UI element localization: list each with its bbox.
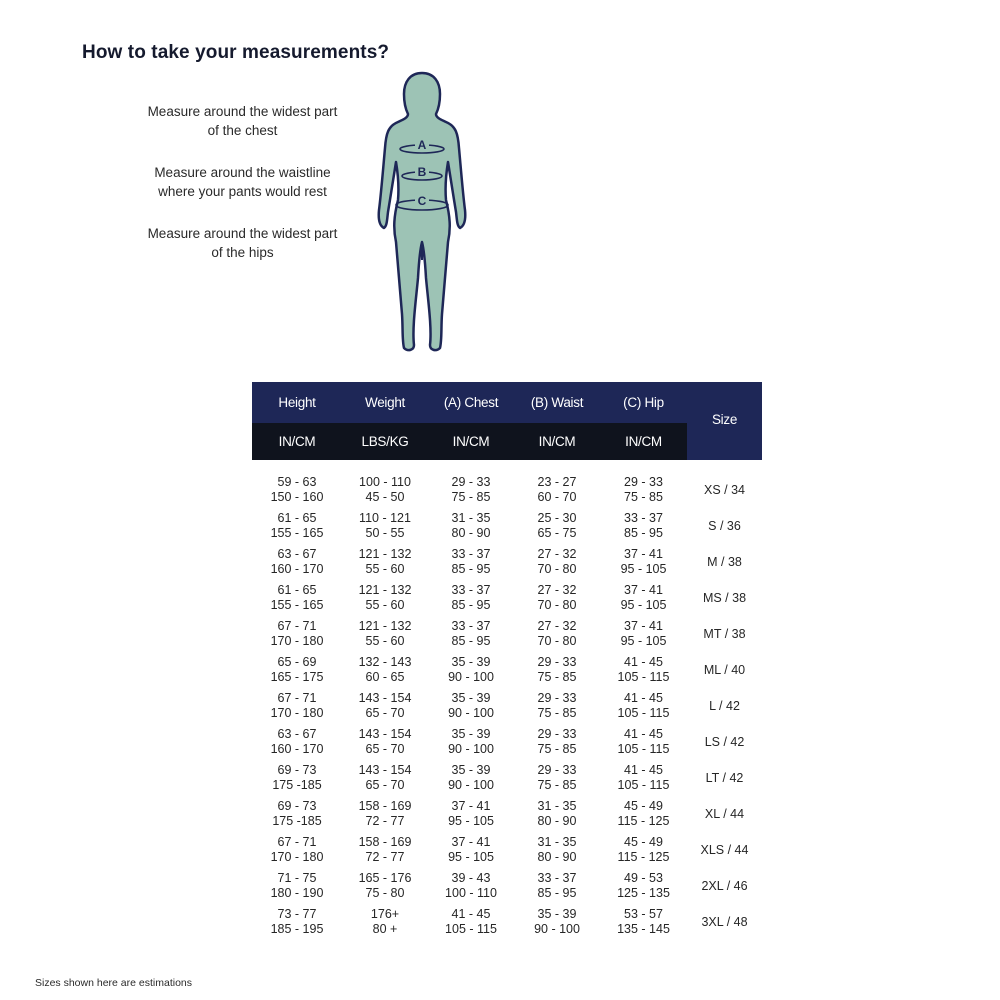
table-row — [252, 904, 762, 940]
cell-waist — [514, 799, 600, 829]
cell-weight — [342, 871, 428, 901]
cell-height — [252, 511, 342, 541]
value-metric: 75 - 85 — [537, 670, 577, 684]
value-metric: 72 - 77 — [365, 814, 405, 828]
value-metric: 72 - 77 — [365, 850, 405, 864]
cell-waist — [514, 583, 600, 613]
table-row — [252, 472, 762, 508]
value-imperial: 27 - 32 — [537, 583, 577, 597]
value-imperial: 67 - 71 — [277, 691, 317, 705]
value-imperial: 35 - 39 — [451, 727, 491, 741]
table-row — [252, 724, 762, 760]
value-metric: 105 - 115 — [617, 742, 670, 756]
col-waist-unit: IN/CM — [538, 434, 576, 449]
value-metric: 90 - 100 — [448, 742, 494, 756]
cell-height — [252, 475, 342, 505]
value-metric: 115 - 125 — [617, 850, 670, 864]
cell-waist — [514, 511, 600, 541]
value-imperial: 61 - 65 — [277, 511, 317, 525]
cell-height — [252, 691, 342, 721]
value-metric: 55 - 60 — [365, 634, 405, 648]
cell-hip — [600, 871, 687, 901]
value-metric: 55 - 60 — [365, 598, 405, 612]
cell-weight — [342, 835, 428, 865]
table-row — [252, 868, 762, 904]
cell-waist — [514, 727, 600, 757]
value-imperial: 65 - 69 — [277, 655, 317, 669]
value-metric: 185 - 195 — [270, 922, 324, 936]
cell-waist — [514, 835, 600, 865]
cell-hip — [600, 511, 687, 541]
value-imperial: 39 - 43 — [451, 871, 491, 885]
value-imperial: 29 - 33 — [537, 727, 577, 741]
value-imperial: 37 - 41 — [624, 619, 663, 633]
value-metric: 150 - 160 — [270, 490, 324, 504]
cell-hip — [600, 547, 687, 577]
value-metric: 75 - 80 — [365, 886, 405, 900]
value-imperial: 41 - 45 — [624, 655, 663, 669]
value-imperial: 67 - 71 — [277, 835, 317, 849]
cell-weight — [342, 907, 428, 937]
cell-chest — [428, 511, 514, 541]
value-imperial: 69 - 73 — [277, 763, 317, 777]
body-figure-icon — [372, 70, 472, 355]
cell-chest — [428, 835, 514, 865]
cell-chest — [428, 727, 514, 757]
cell-weight — [342, 799, 428, 829]
cell-size: XS / 34 — [704, 482, 745, 497]
instruction-hip: Measure around the widest part of the hips — [147, 226, 338, 260]
value-metric: 100 - 110 — [445, 886, 497, 900]
value-imperial: 33 - 37 — [537, 871, 577, 885]
value-metric: 50 - 55 — [365, 526, 405, 540]
value-metric: 90 - 100 — [448, 670, 494, 684]
value-metric: 95 - 105 — [448, 850, 494, 864]
table-row — [252, 508, 762, 544]
size-table-body — [252, 472, 762, 940]
cell-waist — [514, 655, 600, 685]
value-metric: 160 - 170 — [270, 562, 324, 576]
value-imperial: 61 - 65 — [277, 583, 317, 597]
value-metric: 95 - 105 — [620, 562, 667, 576]
cell-size: XL / 44 — [704, 806, 745, 821]
value-imperial: 41 - 45 — [624, 691, 663, 705]
cell-weight — [342, 475, 428, 505]
value-imperial: 41 - 45 — [624, 727, 663, 741]
value-imperial: 41 - 45 — [451, 907, 491, 921]
col-size-header: Size — [711, 412, 738, 427]
cell-chest — [428, 547, 514, 577]
value-metric: 75 - 85 — [537, 706, 577, 720]
value-metric: 95 - 105 — [620, 634, 667, 648]
cell-weight — [342, 691, 428, 721]
value-metric: 170 - 180 — [270, 706, 324, 720]
value-imperial: 37 - 41 — [451, 835, 491, 849]
cell-size: MS / 38 — [702, 590, 747, 605]
table-row — [252, 796, 762, 832]
value-imperial: 59 - 63 — [277, 475, 317, 489]
cell-chest — [428, 655, 514, 685]
value-imperial: 33 - 37 — [451, 583, 491, 597]
value-metric: 115 - 125 — [617, 814, 670, 828]
value-imperial: 100 - 110 — [359, 475, 411, 489]
value-imperial: 143 - 154 — [358, 763, 412, 777]
value-metric: 80 - 90 — [451, 526, 491, 540]
cell-waist — [514, 547, 600, 577]
col-waist-header: (B) Waist — [530, 395, 584, 410]
value-metric: 65 - 75 — [537, 526, 577, 540]
value-imperial: 41 - 45 — [624, 763, 663, 777]
cell-chest — [428, 619, 514, 649]
footnote: Sizes shown here are estimations — [35, 977, 192, 989]
value-imperial: 176+ — [370, 907, 400, 921]
cell-hip — [600, 475, 687, 505]
col-hip-header: (C) Hip — [623, 395, 664, 410]
value-metric: 90 - 100 — [448, 778, 494, 792]
cell-height — [252, 835, 342, 865]
cell-weight — [342, 619, 428, 649]
value-imperial: 132 - 143 — [358, 655, 412, 669]
value-imperial: 33 - 37 — [451, 547, 491, 561]
value-metric: 70 - 80 — [537, 634, 577, 648]
value-metric: 60 - 65 — [365, 670, 405, 684]
instruction-waist: Measure around the waistline where your pants would rest — [154, 165, 331, 199]
value-metric: 105 - 115 — [445, 922, 497, 936]
cell-chest — [428, 583, 514, 613]
col-hip-unit: IN/CM — [625, 434, 662, 449]
cell-size: L / 42 — [709, 698, 740, 713]
measurement-instructions — [120, 102, 365, 285]
value-imperial: 158 - 169 — [358, 835, 412, 849]
cell-size: LT / 42 — [705, 770, 744, 785]
cell-hip — [600, 835, 687, 865]
cell-size: M / 38 — [707, 554, 742, 569]
cell-size: 2XL / 46 — [701, 878, 748, 893]
value-metric: 65 - 70 — [365, 742, 405, 756]
value-metric: 170 - 180 — [270, 634, 324, 648]
value-imperial: 33 - 37 — [624, 511, 663, 525]
value-imperial: 31 - 35 — [451, 511, 491, 525]
cell-size: S / 36 — [708, 518, 741, 533]
value-metric: 65 - 70 — [365, 706, 405, 720]
cell-chest — [428, 907, 514, 937]
table-row — [252, 688, 762, 724]
value-metric: 105 - 115 — [617, 670, 670, 684]
col-height-unit: IN/CM — [278, 434, 316, 449]
cell-weight — [342, 547, 428, 577]
value-metric: 160 - 170 — [270, 742, 324, 756]
value-metric: 175 -185 — [272, 778, 322, 792]
cell-height — [252, 583, 342, 613]
cell-waist — [514, 619, 600, 649]
value-metric: 90 - 100 — [448, 706, 494, 720]
cell-height — [252, 763, 342, 793]
value-metric: 135 - 145 — [617, 922, 670, 936]
value-metric: 170 - 180 — [270, 850, 324, 864]
value-imperial: 121 - 132 — [358, 547, 412, 561]
cell-chest — [428, 475, 514, 505]
value-metric: 95 - 105 — [620, 598, 667, 612]
value-metric: 80 - 90 — [537, 814, 577, 828]
page-title: How to take your measurements? — [82, 42, 390, 63]
cell-height — [252, 907, 342, 937]
value-metric: 90 - 100 — [534, 922, 580, 936]
value-imperial: 35 - 39 — [451, 691, 491, 705]
value-metric: 165 - 175 — [270, 670, 324, 684]
value-metric: 75 - 85 — [451, 490, 491, 504]
value-imperial: 37 - 41 — [624, 583, 663, 597]
value-imperial: 31 - 35 — [537, 799, 577, 813]
value-metric: 105 - 115 — [617, 778, 670, 792]
cell-hip — [600, 799, 687, 829]
value-metric: 70 - 80 — [537, 598, 577, 612]
value-imperial: 37 - 41 — [451, 799, 491, 813]
value-metric: 85 - 95 — [451, 562, 491, 576]
value-metric: 45 - 50 — [365, 490, 405, 504]
value-metric: 75 - 85 — [537, 778, 577, 792]
svg-text:B: B — [417, 165, 427, 179]
value-metric: 155 - 165 — [270, 598, 324, 612]
value-imperial: 29 - 33 — [537, 763, 577, 777]
value-metric: 95 - 105 — [448, 814, 494, 828]
value-imperial: 37 - 41 — [624, 547, 663, 561]
value-metric: 85 - 95 — [451, 598, 491, 612]
col-weight-unit: LBS/KG — [361, 434, 409, 449]
cell-size: MT / 38 — [703, 626, 746, 641]
cell-height — [252, 547, 342, 577]
instruction-chest: Measure around the widest part of the chest — [147, 104, 338, 138]
cell-height — [252, 655, 342, 685]
cell-height — [252, 871, 342, 901]
value-imperial: 73 - 77 — [277, 907, 317, 921]
value-imperial: 29 - 33 — [537, 655, 577, 669]
value-imperial: 143 - 154 — [358, 691, 412, 705]
cell-hip — [600, 583, 687, 613]
value-metric: 105 - 115 — [617, 706, 670, 720]
svg-text:C: C — [417, 194, 427, 208]
cell-size: LS / 42 — [704, 734, 745, 749]
cell-chest — [428, 691, 514, 721]
table-row — [252, 760, 762, 796]
table-row — [252, 616, 762, 652]
value-imperial: 121 - 132 — [358, 619, 412, 633]
value-metric: 70 - 80 — [537, 562, 577, 576]
value-metric: 85 - 95 — [624, 526, 663, 540]
cell-chest — [428, 871, 514, 901]
value-imperial: 63 - 67 — [277, 727, 317, 741]
cell-hip — [600, 727, 687, 757]
table-row — [252, 580, 762, 616]
cell-waist — [514, 763, 600, 793]
value-metric: 75 - 85 — [624, 490, 663, 504]
value-metric: 80 + — [372, 922, 398, 936]
cell-hip — [600, 763, 687, 793]
value-metric: 80 - 90 — [537, 850, 577, 864]
cell-hip — [600, 619, 687, 649]
cell-size: 3XL / 48 — [701, 914, 748, 929]
value-metric: 125 - 135 — [617, 886, 670, 900]
value-imperial: 35 - 39 — [451, 763, 491, 777]
value-imperial: 121 - 132 — [358, 583, 412, 597]
cell-height — [252, 799, 342, 829]
cell-weight — [342, 655, 428, 685]
value-imperial: 45 - 49 — [624, 835, 663, 849]
col-chest-header: (A) Chest — [443, 395, 499, 410]
value-imperial: 110 - 121 — [359, 511, 411, 525]
value-imperial: 67 - 71 — [277, 619, 317, 633]
cell-size: ML / 40 — [703, 662, 746, 677]
value-imperial: 63 - 67 — [277, 547, 317, 561]
value-imperial: 27 - 32 — [537, 619, 577, 633]
value-imperial: 165 - 176 — [358, 871, 412, 885]
value-metric: 65 - 70 — [365, 778, 405, 792]
cell-hip — [600, 691, 687, 721]
table-row — [252, 832, 762, 868]
col-weight-header: Weight — [365, 395, 405, 410]
value-imperial: 53 - 57 — [624, 907, 663, 921]
cell-hip — [600, 907, 687, 937]
cell-waist — [514, 475, 600, 505]
table-row — [252, 652, 762, 688]
value-metric: 75 - 85 — [537, 742, 577, 756]
value-imperial: 143 - 154 — [358, 727, 412, 741]
value-imperial: 45 - 49 — [624, 799, 663, 813]
value-metric: 85 - 95 — [451, 634, 491, 648]
value-imperial: 27 - 32 — [537, 547, 577, 561]
cell-weight — [342, 763, 428, 793]
value-imperial: 25 - 30 — [537, 511, 577, 525]
value-imperial: 49 - 53 — [624, 871, 663, 885]
value-metric: 155 - 165 — [270, 526, 324, 540]
cell-chest — [428, 763, 514, 793]
col-height-header: Height — [278, 395, 316, 410]
value-imperial: 29 - 33 — [451, 475, 491, 489]
value-imperial: 158 - 169 — [358, 799, 412, 813]
svg-text:A: A — [417, 138, 427, 152]
cell-size: XLS / 44 — [700, 842, 749, 857]
cell-weight — [342, 583, 428, 613]
cell-weight — [342, 727, 428, 757]
cell-waist — [514, 907, 600, 937]
cell-waist — [514, 871, 600, 901]
value-imperial: 71 - 75 — [277, 871, 317, 885]
cell-height — [252, 619, 342, 649]
value-metric: 55 - 60 — [365, 562, 405, 576]
value-imperial: 31 - 35 — [537, 835, 577, 849]
cell-weight — [342, 511, 428, 541]
value-imperial: 29 - 33 — [537, 691, 577, 705]
value-metric: 85 - 95 — [537, 886, 577, 900]
value-metric: 175 -185 — [272, 814, 322, 828]
value-metric: 60 - 70 — [537, 490, 577, 504]
value-imperial: 35 - 39 — [537, 907, 577, 921]
value-imperial: 23 - 27 — [537, 475, 577, 489]
size-table-header — [252, 382, 762, 460]
value-imperial: 69 - 73 — [277, 799, 317, 813]
col-chest-unit: IN/CM — [452, 434, 490, 449]
value-imperial: 29 - 33 — [624, 475, 663, 489]
value-imperial: 33 - 37 — [451, 619, 491, 633]
cell-height — [252, 727, 342, 757]
cell-chest — [428, 799, 514, 829]
cell-hip — [600, 655, 687, 685]
cell-waist — [514, 691, 600, 721]
value-imperial: 35 - 39 — [451, 655, 491, 669]
value-metric: 180 - 190 — [270, 886, 324, 900]
table-row — [252, 544, 762, 580]
